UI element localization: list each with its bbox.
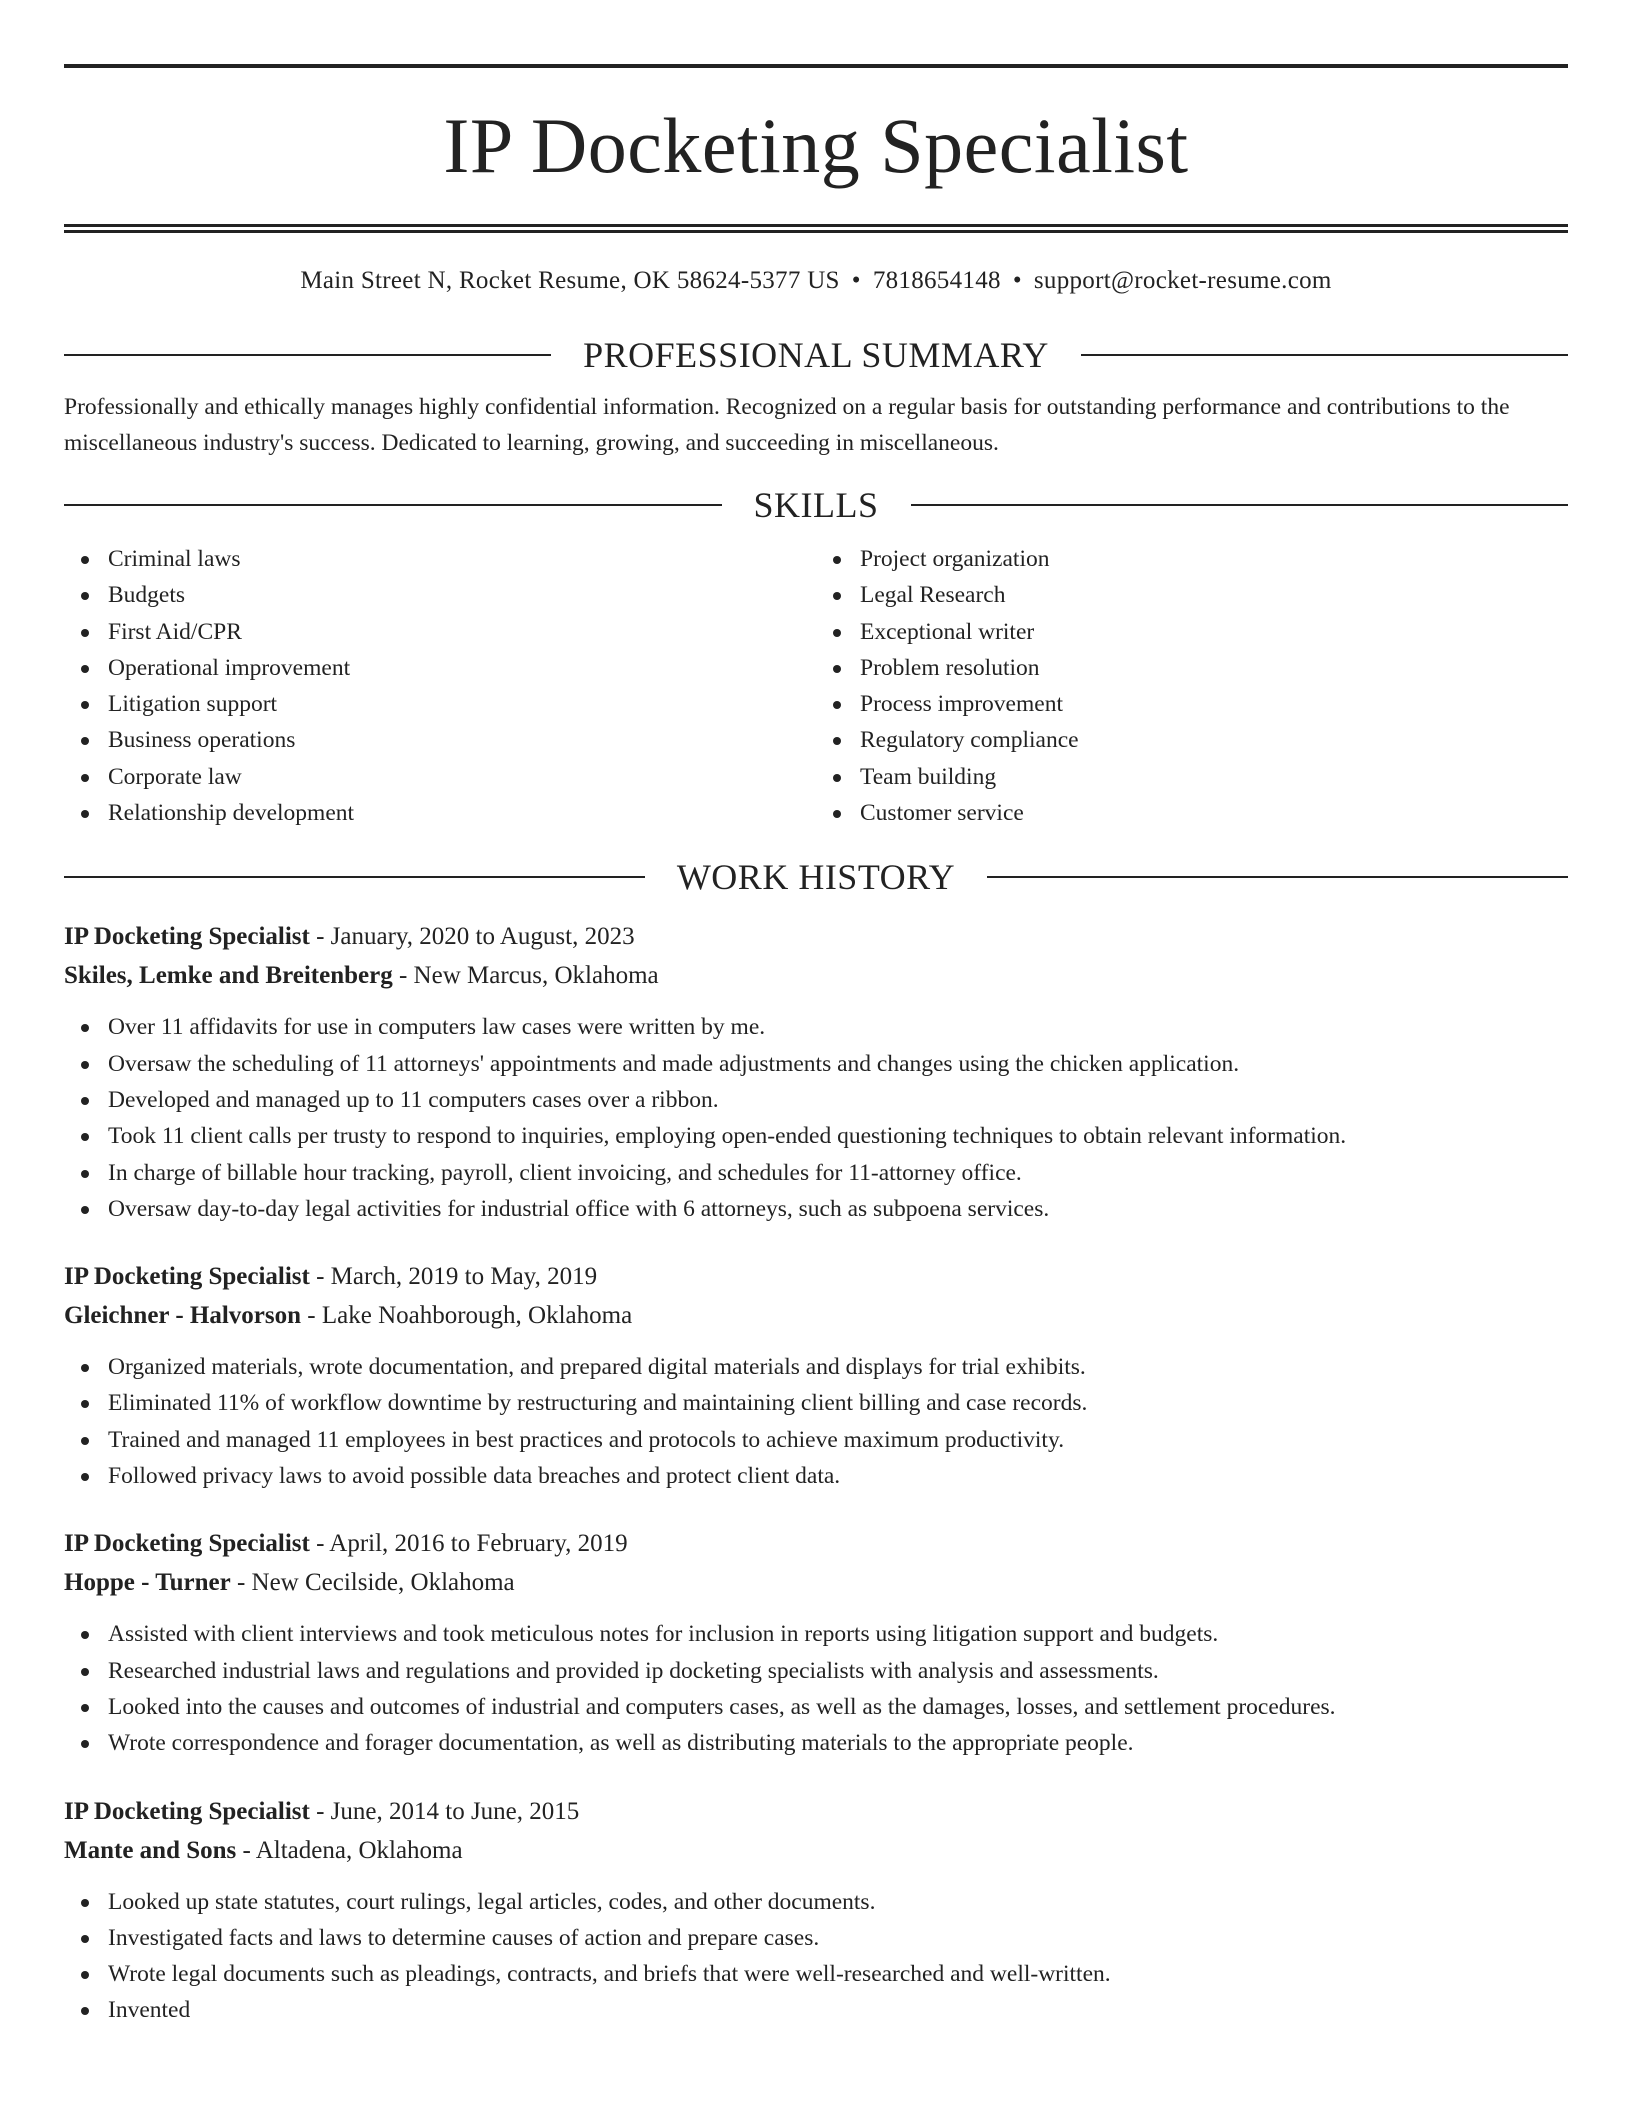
duty-item: Wrote correspondence and forager documentation, as well as distributing materials to the appropriate people. — [108, 1725, 1568, 1761]
duty-item: Looked into the causes and outcomes of industrial and computers cases, as well as the damages, losses, and settlement procedures. — [108, 1689, 1568, 1725]
job-title: IP Docketing Specialist — [64, 1797, 310, 1825]
skill-item: Relationship development — [108, 795, 816, 831]
contact-address: Main Street N, Rocket Resume, OK 58624-5377 US — [300, 267, 840, 294]
job-entry — [64, 1524, 1568, 1761]
job-entry — [64, 917, 1568, 1227]
job-company-line — [64, 956, 1568, 995]
header-top-rule — [64, 64, 1568, 68]
duty-item: Developed and managed up to 11 computers cases over a ribbon. — [108, 1082, 1568, 1118]
section-title: WORK HISTORY — [676, 857, 956, 898]
skill-item: Budgets — [108, 577, 816, 613]
job-company: Skiles, Lemke and Breitenberg — [64, 962, 393, 990]
duty-item: Assisted with client interviews and took meticulous notes for inclusion in reports using litigation support and budgets. — [108, 1616, 1568, 1652]
duty-item: Took 11 client calls per trusty to respond to inquiries, employing open-ended questioning techniques to obtain relevant information. — [108, 1118, 1568, 1154]
duty-item: Oversaw day-to-day legal activities for industrial office with 6 attorneys, such as subpoena services. — [108, 1191, 1568, 1227]
job-location: - New Marcus, Oklahoma — [392, 962, 659, 990]
skill-item: Operational improvement — [108, 650, 816, 686]
contact-line — [64, 263, 1568, 299]
section-title: SKILLS — [753, 485, 879, 525]
skills-list — [64, 541, 1568, 831]
job-company-line — [64, 1831, 1568, 1870]
resume-page — [64, 64, 1568, 2029]
heading-rule-left — [64, 504, 722, 506]
job-dates: - March, 2019 to May, 2019 — [309, 1263, 598, 1291]
job-title: IP Docketing Specialist — [64, 923, 310, 951]
heading-rule-left — [64, 876, 645, 878]
job-location: - Lake Noahborough, Oklahoma — [301, 1302, 633, 1330]
skill-item: Customer service — [860, 795, 1568, 831]
skill-item: Corporate law — [108, 759, 816, 795]
skills-column-right — [816, 541, 1568, 831]
contact-email: support@rocket-resume.com — [1033, 267, 1332, 294]
duty-item: Invented — [108, 1992, 1568, 2028]
job-dates: - January, 2020 to August, 2023 — [309, 923, 635, 951]
duty-item: Wrote legal documents such as pleadings, contracts, and briefs that were well-researched and well-written. — [108, 1956, 1568, 1992]
job-title-line — [64, 1792, 1568, 1831]
heading-rule-right — [987, 876, 1568, 878]
job-dates: - June, 2014 to June, 2015 — [309, 1797, 580, 1825]
resume-name: IP Docketing Specialist — [443, 102, 1189, 189]
job-entry — [64, 1792, 1568, 2029]
job-location: - New Cecilside, Oklahoma — [230, 1569, 515, 1597]
job-dates: - April, 2016 to February, 2019 — [309, 1530, 628, 1558]
job-entry — [64, 1257, 1568, 1494]
duty-item: Trained and managed 11 employees in best practices and protocols to achieve maximum productivity. — [108, 1422, 1568, 1458]
section-title: PROFESSIONAL SUMMARY — [583, 335, 1049, 375]
skill-item: Team building — [860, 759, 1568, 795]
job-title-line — [64, 1524, 1568, 1563]
job-title-line — [64, 917, 1568, 956]
job-company: Gleichner - Halvorson — [64, 1302, 302, 1330]
duty-item: Researched industrial laws and regulations and provided ip docketing specialists with analysis and assessments. — [108, 1653, 1568, 1689]
job-duties — [64, 1349, 1568, 1494]
contact-separator: • — [851, 267, 861, 294]
job-title-line — [64, 1257, 1568, 1296]
duty-item: Eliminated 11% of workflow downtime by restructuring and maintaining client billing and case records. — [108, 1385, 1568, 1421]
duty-item: Oversaw the scheduling of 11 attorneys' appointments and made adjustments and changes using the chicken application. — [108, 1046, 1568, 1082]
skill-item: Legal Research — [860, 577, 1568, 613]
job-location: - Altadena, Oklahoma — [236, 1836, 463, 1864]
skills-heading — [64, 483, 1568, 527]
contact-phone: 7818654148 — [872, 267, 1001, 294]
skill-item: Criminal laws — [108, 541, 816, 577]
heading-rule-left — [64, 354, 551, 356]
job-company-line — [64, 1296, 1568, 1335]
duty-item: Looked up state statutes, court rulings, legal articles, codes, and other documents. — [108, 1884, 1568, 1920]
duty-item: Investigated facts and laws to determine causes of action and prepare cases. — [108, 1920, 1568, 1956]
skill-item: Exceptional writer — [860, 614, 1568, 650]
job-title: IP Docketing Specialist — [64, 1530, 310, 1558]
job-title: IP Docketing Specialist — [64, 1263, 310, 1291]
summary-heading — [64, 333, 1568, 377]
header-double-rule — [64, 224, 1568, 233]
job-duties — [64, 1884, 1568, 2029]
duty-item: Over 11 affidavits for use in computers law cases were written by me. — [108, 1009, 1568, 1045]
skill-item: Process improvement — [860, 686, 1568, 722]
job-duties — [64, 1616, 1568, 1761]
heading-rule-right — [1081, 354, 1568, 356]
skill-item: Litigation support — [108, 686, 816, 722]
skill-item: Problem resolution — [860, 650, 1568, 686]
skill-item: First Aid/CPR — [108, 614, 816, 650]
duty-item: In charge of billable hour tracking, payroll, client invoicing, and schedules for 11-attorney office. — [108, 1155, 1568, 1191]
summary-text: Professionally and ethically manages highly confidential information. Recognized on a regular basis for outstanding performance and contributions to the miscellaneous industry's success. Dedicated to learning, growing, and succeeding in miscellaneous. — [64, 394, 1510, 456]
skill-item: Business operations — [108, 722, 816, 758]
duty-item: Organized materials, wrote documentation, and prepared digital materials and displays for trial exhibits. — [108, 1349, 1568, 1385]
job-company: Hoppe - Turner — [64, 1569, 231, 1597]
contact-separator: • — [1012, 267, 1022, 294]
job-company: Mante and Sons — [64, 1836, 237, 1864]
job-company-line — [64, 1563, 1568, 1602]
duty-item: Followed privacy laws to avoid possible data breaches and protect client data. — [108, 1458, 1568, 1494]
work-history-heading — [64, 855, 1568, 899]
skill-item: Regulatory compliance — [860, 722, 1568, 758]
job-duties — [64, 1009, 1568, 1227]
heading-rule-right — [911, 504, 1569, 506]
skill-item: Project organization — [860, 541, 1568, 577]
skills-column-left — [64, 541, 816, 831]
